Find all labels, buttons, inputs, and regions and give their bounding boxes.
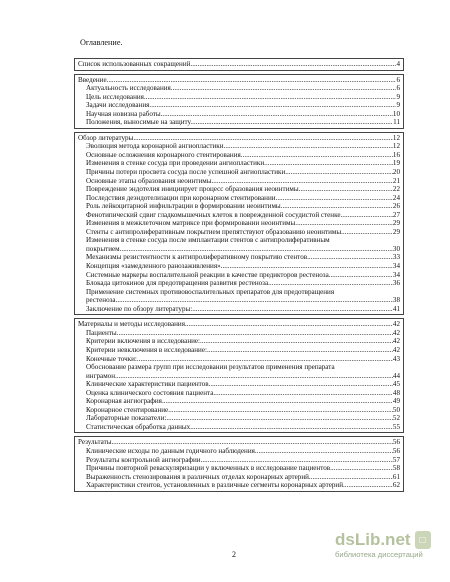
toc-entry-title: Роль лейкоцитарной инфильтрации в формировании неоинтимы.: [86, 202, 283, 211]
toc-entry[interactable]: [78, 134, 400, 143]
toc-entry-title: Фенотипический сдвиг гладкомышечных клеток в поврежденной сосудистой стенке.: [86, 210, 343, 219]
toc-entry-page: 16: [392, 150, 400, 159]
toc-entry-page: 27: [392, 210, 400, 219]
leader-dots: [243, 151, 393, 160]
toc-entry-page: 12: [392, 142, 400, 151]
toc-entry-page: 6: [396, 84, 400, 93]
leader-dots: [311, 473, 393, 482]
toc-entry-page: 11: [393, 118, 400, 127]
toc-entry-page: 20: [392, 168, 400, 177]
leader-dots: [257, 447, 393, 456]
toc-entry-title: Цель исследования.: [86, 92, 146, 101]
watermark-subtitle: библиотека диссертаций: [335, 550, 423, 559]
leader-dots: [343, 228, 393, 237]
toc-entry[interactable]: [78, 159, 400, 168]
toc-entry-title: Причины повторной реваскуляризации у включенных в исследование пациентов.: [86, 464, 332, 473]
leader-dots: [210, 380, 393, 389]
toc-entry-page: 36: [392, 279, 400, 288]
toc-entry-page: 50: [392, 405, 400, 414]
toc-entry-title: Причины потери просвета сосуда после успешной ангиопластики.: [86, 168, 288, 177]
leader-dots: [146, 93, 397, 102]
toc-entry-page: 42: [392, 328, 400, 337]
toc-entry[interactable]: [78, 389, 400, 398]
toc-entry-page: 34: [392, 270, 400, 279]
toc-entry-title: Материалы и методы исследования.: [78, 320, 187, 329]
toc-entry[interactable]: [78, 329, 400, 338]
toc-entry-page: 33: [392, 253, 400, 262]
toc-entry-page: 55: [392, 422, 400, 431]
toc-entry[interactable]: [78, 414, 400, 423]
toc-entry[interactable]: [78, 406, 400, 415]
leader-dots: [309, 253, 393, 262]
toc-entry-title: Системные маркеры воспалительной реакции в качестве предикторов рестеноза: [86, 270, 329, 279]
toc-entry-title: Клинические исходы по данным годичного наблюдения.: [86, 446, 257, 455]
toc-section: [74, 58, 404, 71]
leader-dots: [277, 194, 393, 203]
leader-dots: [332, 464, 393, 473]
toc-entry-page: 56: [392, 438, 400, 447]
leader-dots: [213, 389, 393, 398]
toc-entry-title: Научная новизна работы.: [86, 109, 163, 118]
toc-entry[interactable]: [78, 142, 400, 151]
toc-entry-title: Изменения в межклеточном матриксе при формировании неоинтимы.: [86, 219, 298, 228]
toc-entry-page: 38: [392, 296, 400, 305]
leader-dots: [287, 168, 393, 177]
toc-entry[interactable]: [78, 76, 400, 85]
toc-entry-title: Механизмы резистентности к антипролиферативному покрытию стентов.: [86, 253, 309, 262]
toc-entry-title: Актуальность исследования.: [86, 84, 173, 93]
toc-entry-page: 49: [392, 397, 400, 406]
toc-entry[interactable]: [78, 101, 400, 110]
toc-entry[interactable]: [78, 355, 400, 364]
toc-entry-title: Повреждение эндотелия инициирует процесс образования неоинтимы.: [86, 185, 301, 194]
leader-dots: [192, 60, 396, 69]
toc-entry-title: Положения, выносимые на защиту.: [86, 118, 193, 127]
leader-dots: [282, 202, 392, 211]
toc-entry-page: 30: [392, 244, 400, 253]
toc-entry[interactable]: [78, 202, 400, 211]
toc-entry-page: 42: [392, 320, 400, 329]
toc-entry-title: Введение.: [78, 75, 109, 84]
leader-dots: [173, 84, 397, 93]
toc-entry-title: Заключение по обзору литературы:: [86, 304, 193, 313]
toc-section: [74, 74, 404, 129]
toc-entry-title: Стенты с антипролиферативным покрытием препятствуют образованию неоинтимы.: [86, 227, 343, 236]
toc-entry-page: 19: [392, 159, 400, 168]
toc-entry-title: Последствия деэндотелизации при коронарном стентировании.: [86, 193, 278, 202]
table-of-contents: [74, 58, 404, 495]
leader-dots: [162, 110, 392, 119]
toc-entry-page: 43: [392, 354, 400, 363]
toc-entry[interactable]: [78, 110, 400, 119]
toc-entry-page: 4: [396, 60, 400, 68]
book-icon: □: [415, 531, 431, 549]
toc-entry-title: Критерии невключения в исследование:: [86, 345, 207, 354]
toc-entry-title: Результаты контрольной ангиографии.: [86, 455, 203, 464]
leader-dots: [297, 219, 393, 228]
leader-dots: [168, 406, 393, 415]
toc-entry-title: Статистическая обработка данных.: [86, 422, 193, 431]
toc-entry-title: Задачи исследования.: [86, 101, 152, 110]
toc-entry[interactable]: [78, 363, 400, 380]
toc-entry-page: 22: [392, 185, 400, 194]
leader-dots: [342, 211, 393, 220]
toc-entry[interactable]: [78, 211, 400, 220]
toc-entry[interactable]: [78, 271, 400, 280]
leader-dots: [200, 337, 393, 346]
leader-dots: [192, 118, 393, 127]
watermark-logo-text: dsLib.net: [335, 530, 411, 549]
page-title: Оглавление.: [80, 38, 123, 47]
toc-entry-title: Основные осложнения коронарного стентирования.: [86, 150, 243, 159]
leader-dots: [187, 320, 393, 329]
toc-entry-title: Результаты.: [78, 438, 114, 447]
toc-entry[interactable]: [78, 262, 400, 271]
toc-entry-page: 9: [396, 92, 400, 101]
toc-entry[interactable]: [78, 118, 400, 127]
leader-dots: [151, 101, 396, 110]
toc-entry[interactable]: [78, 320, 400, 329]
leader-dots: [108, 76, 396, 85]
toc-entry-title: Коронарная ангиография: [86, 397, 162, 406]
toc-entry[interactable]: [78, 397, 400, 406]
toc-entry-title: Обзор литературы.: [78, 133, 136, 142]
toc-entry[interactable]: [78, 337, 400, 346]
toc-entry[interactable]: [78, 84, 400, 93]
leader-dots: [222, 262, 392, 271]
toc-entry[interactable]: [78, 481, 400, 490]
toc-entry[interactable]: [78, 219, 400, 228]
toc-entry[interactable]: [78, 456, 400, 465]
toc-entry[interactable]: [78, 228, 400, 237]
page-number: 2: [232, 550, 236, 559]
toc-entry[interactable]: [78, 423, 400, 432]
toc-entry-page: 12: [392, 133, 400, 142]
toc-entry[interactable]: [78, 473, 400, 482]
toc-entry-page: 62: [392, 481, 400, 490]
toc-entry[interactable]: [78, 194, 400, 203]
toc-entry-title: Основные этапы образования неоинтимы.: [86, 176, 214, 185]
leader-dots: [162, 397, 393, 406]
toc-entry-title: Конечные точки:: [86, 354, 137, 363]
toc-entry-title: Применение системных противовоспалительных препаратов для предотвращения: [86, 287, 335, 296]
toc-entry-page: 41: [392, 304, 400, 313]
leader-dots: [329, 271, 393, 280]
toc-section: [74, 132, 404, 315]
leader-dots: [192, 305, 393, 314]
leader-dots: [117, 296, 393, 305]
toc-entry[interactable]: [78, 177, 400, 186]
leader-dots: [207, 346, 393, 355]
leader-dots: [225, 142, 393, 151]
leader-dots: [121, 245, 392, 254]
toc-entry[interactable]: [78, 380, 400, 389]
toc-entry[interactable]: [78, 185, 400, 194]
toc-entry-page: 10: [392, 109, 400, 118]
toc-entry[interactable]: [78, 168, 400, 177]
toc-entry[interactable]: [78, 279, 400, 288]
toc-entry[interactable]: [78, 438, 400, 447]
toc-entry-title: Список использованных сокращений.: [78, 60, 193, 68]
toc-entry-page: 21: [392, 176, 400, 185]
leader-dots: [202, 456, 393, 465]
leader-dots: [137, 355, 393, 364]
toc-entry-page: 34: [392, 262, 400, 271]
leader-dots: [135, 134, 393, 143]
toc-entry[interactable]: [78, 464, 400, 473]
toc-entry-page: 42: [392, 337, 400, 346]
toc-entry[interactable]: [78, 93, 400, 102]
leader-dots: [300, 185, 393, 194]
toc-entry-page: 48: [392, 388, 400, 397]
toc-entry[interactable]: [78, 288, 400, 305]
toc-entry[interactable]: [78, 60, 400, 69]
toc-entry-title: Изменения в стенке сосуда после имплантации стентов с антипролиферативным: [86, 236, 330, 245]
toc-entry[interactable]: [78, 346, 400, 355]
leader-dots: [266, 159, 393, 168]
toc-entry[interactable]: [78, 447, 400, 456]
toc-entry-page: 29: [392, 227, 400, 236]
toc-entry-title: Обоснование размера групп при исследовании результатов применения препарата: [86, 363, 335, 372]
toc-entry-title: Лабораторные показатели:: [86, 414, 167, 423]
toc-entry[interactable]: [78, 151, 400, 160]
leader-dots: [113, 438, 393, 447]
toc-entry[interactable]: [78, 236, 400, 253]
toc-entry-page: 45: [392, 380, 400, 389]
toc-entry-page: 52: [392, 414, 400, 423]
toc-entry-title: Концепция «замедленного ранозаживления».: [86, 262, 223, 271]
leader-dots: [213, 177, 393, 186]
toc-entry-page: 42: [392, 345, 400, 354]
leader-dots: [268, 279, 393, 288]
toc-entry-title-cont: инграмон.: [86, 371, 117, 380]
toc-entry-page: 29: [392, 219, 400, 228]
toc-entry-title: Выраженность стенозирования в различных отделах коронарных артерий.: [86, 472, 311, 481]
toc-entry-page: 9: [396, 101, 400, 110]
leader-dots: [166, 414, 393, 423]
toc-entry-page: 58: [392, 464, 400, 473]
toc-entry-page: 24: [392, 193, 400, 202]
toc-section: [74, 318, 404, 433]
toc-entry-page: 26: [392, 202, 400, 211]
toc-entry-title: Блокада цитокинов для предотвращения развития рестеноза: [86, 279, 269, 288]
leader-dots: [192, 423, 393, 432]
leader-dots: [345, 481, 393, 490]
toc-entry-page: 44: [392, 371, 400, 380]
watermark: [335, 530, 447, 560]
toc-entry-title-cont: покрытием.: [86, 244, 122, 253]
leader-dots: [118, 329, 392, 338]
toc-entry-title: Характеристики стентов, установленных в различные сегменты коронарных артерий.: [86, 481, 345, 490]
toc-entry-title-cont: рестеноза.: [86, 296, 118, 305]
toc-entry[interactable]: [78, 253, 400, 262]
toc-entry-title: Критерии включения в исследование:: [86, 337, 201, 346]
toc-section: [74, 436, 404, 491]
toc-entry-title: Оценка клинического состояния пациента: [86, 388, 214, 397]
toc-entry-title: Коронарное стентирование: [86, 405, 169, 414]
toc-entry[interactable]: [78, 305, 400, 314]
toc-entry-title: Пациенты.: [86, 328, 119, 337]
toc-entry-page: 6: [396, 75, 400, 84]
toc-entry-page: 57: [392, 455, 400, 464]
toc-entry-title: Эволюция метода коронарной ангиопластики.: [86, 142, 226, 151]
toc-entry-page: 56: [392, 446, 400, 455]
toc-entry-title: Изменения в стенке сосуда при проведении ангиопластики.: [86, 159, 266, 168]
leader-dots: [117, 372, 393, 381]
toc-entry-title: Клинические характеристики пациентов.: [86, 380, 211, 389]
toc-entry-page: 61: [392, 472, 400, 481]
